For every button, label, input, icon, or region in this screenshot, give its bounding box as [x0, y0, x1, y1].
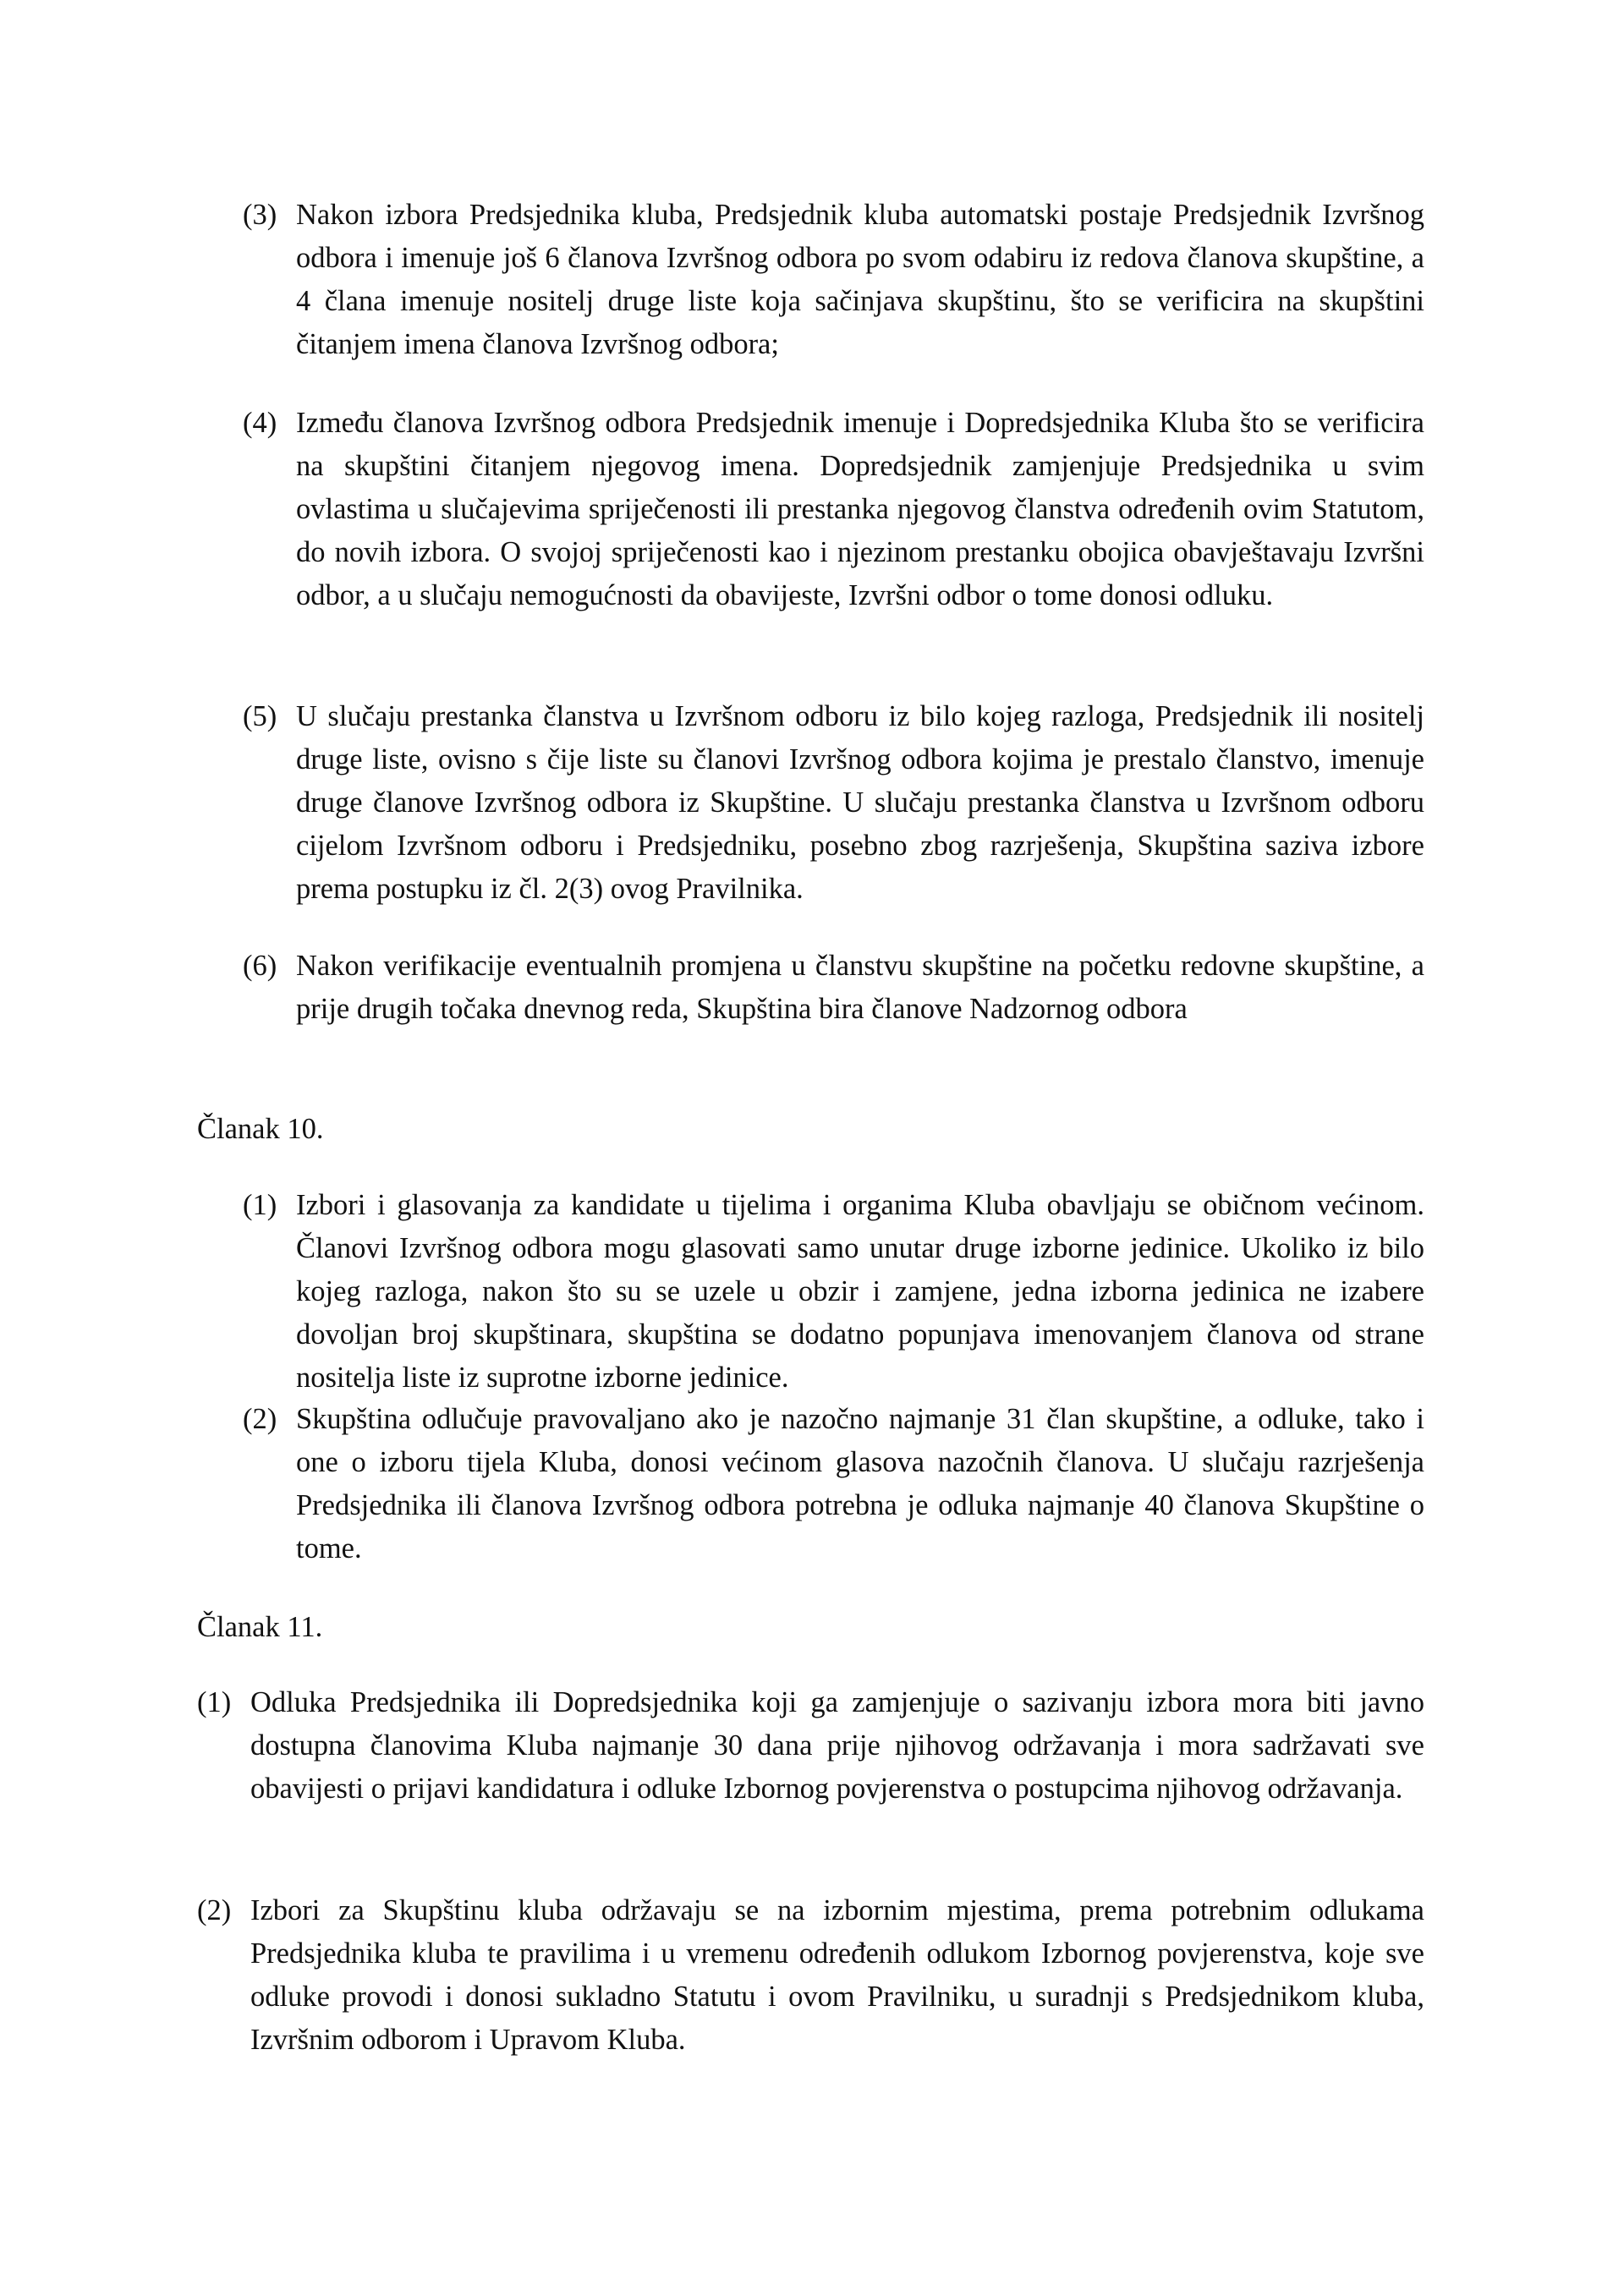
item-text: Nakon izbora Predsjednika kluba, Predsjednik kluba automatski postaje Predsjednik Izvršnog odbora i imenuje još 6 članova Izvršnog odbora po svom odabiru iz redova članova skupštine, a 4 člana imenuje nositelj druge liste koja sačinjava skupštinu, što se verificira na skupštini čitanjem imena članova Izvršnog odbora;: [296, 199, 1424, 360]
item-number: (6): [243, 950, 277, 982]
paragraph-article11-item1: [197, 1681, 1424, 1811]
item-text: Nakon verifikacije eventualnih promjena u članstvu skupštine na početku redovne skupštine, a prije drugih točaka dnevnog reda, Skupština bira članove Nadzornog odbora: [296, 950, 1424, 1025]
item-text: Između članova Izvršnog odbora Predsjednik imenuje i Dopredsjednika Kluba što se verificira na skupštini čitanjem njegovog imena. Dopredsjednik zamjenjuje Predsjednika u svim ovlastima u slučajevima spriječenosti ili prestanka njegovog članstva određenih ovim Statutom, do novih izbora. O svojoj spriječenosti kao i njezinom prestanku obojica obavještavaju Izvršni odbor, a u slučaju nemogućnosti da obavijeste, Izvršni odbor o tome donosi odluku.: [296, 407, 1424, 611]
article-heading-11: Članak 11.: [197, 1611, 323, 1643]
paragraph-article9-item4: [243, 402, 1424, 617]
item-number: (2): [197, 1894, 232, 1926]
paragraph-article10-item1: [243, 1184, 1424, 1400]
item-text: Skupština odlučuje pravovaljano ako je nazočno najmanje 31 član skupštine, a odluke, tako i one o izboru tijela Kluba, donosi većinom glasova nazočnih članova. U slučaju razrješenja Predsjednika ili članova Izvršnog odbora potrebna je odluka najmanje 40 članova Skupštine o tome.: [296, 1403, 1424, 1564]
item-text: Izbori za Skupštinu kluba održavaju se na izbornim mjestima, prema potrebnim odlukama Predsjednika kluba te pravilima i u vremenu određenih odlukom Izbornog povjerenstva, koje sve odluke provodi i donosi sukladno Statutu i ovom Pravilniku, u suradnji s Predsjednikom kluba, Izvršnim odborom i Upravom Kluba.: [250, 1894, 1424, 2056]
paragraph-article9-item3: [243, 194, 1424, 366]
item-number: (2): [243, 1403, 277, 1435]
item-text: Izbori i glasovanja za kandidate u tijelima i organima Kluba obavljaju se običnom većinom. Članovi Izvršnog odbora mogu glasovati samo unutar druge izborne jedinice. Ukoliko iz bilo kojeg razloga, nakon što su se uzele u obzir i zamjene, jedna izborna jedinica ne izabere dovoljan broj skupštinara, skupština se dodatno popunjava imenovanjem članova od strane nositelja liste iz suprotne izborne jedinice.: [296, 1189, 1424, 1394]
item-number: (4): [243, 407, 277, 439]
article-heading-10: Članak 10.: [197, 1113, 324, 1145]
item-number: (1): [243, 1189, 277, 1221]
item-number: (1): [197, 1686, 232, 1718]
item-number: (5): [243, 700, 277, 732]
paragraph-article11-item2: [197, 1889, 1424, 2062]
item-text: U slučaju prestanka članstva u Izvršnom odboru iz bilo kojeg razloga, Predsjednik ili nositelj druge liste, ovisno s čije liste su članovi Izvršnog odbora kojima je prestalo članstvo, imenuje druge članove Izvršnog odbora iz Skupštine. U slučaju prestanka članstva u Izvršnom odboru cijelom Izvršnom odboru i Predsjedniku, posebno zbog razrješenja, Skupština saziva izbore prema postupku iz čl. 2(3) ovog Pravilnika.: [296, 700, 1424, 905]
paragraph-article9-item5: [243, 695, 1424, 911]
item-number: (3): [243, 199, 277, 231]
item-text: Odluka Predsjednika ili Dopredsjednika koji ga zamjenjuje o sazivanju izbora mora biti javno dostupna članovima Kluba najmanje 30 dana prije njihovog održavanja i mora sadržavati sve obavijesti o prijavi kandidatura i odluke Izbornog povjerenstva o postupcima njihovog održavanja.: [250, 1686, 1424, 1805]
paragraph-article10-item2: [243, 1398, 1424, 1570]
paragraph-article9-item6: [243, 945, 1424, 1031]
